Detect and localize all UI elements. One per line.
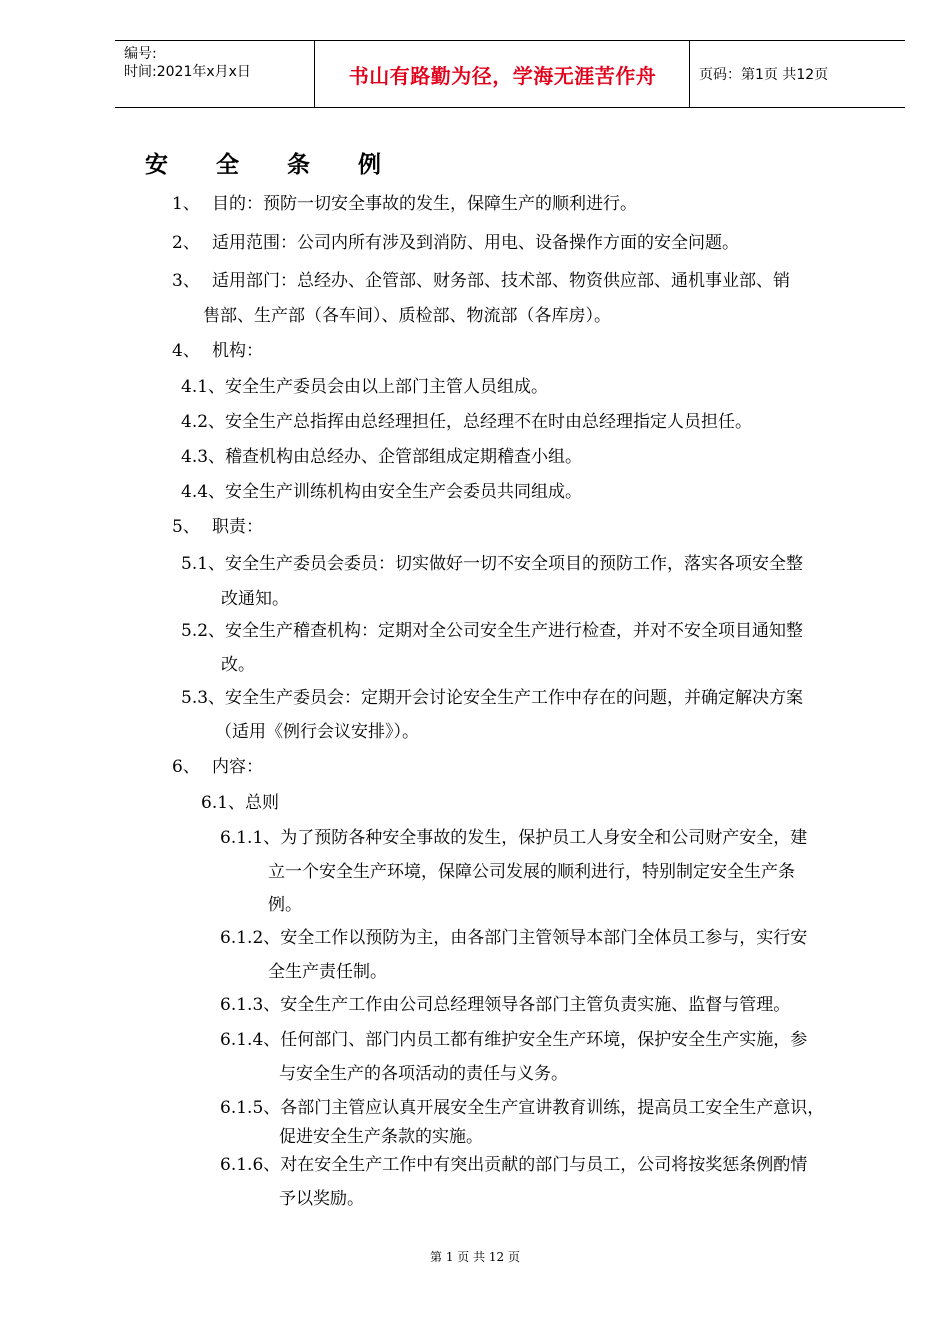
page-title: 安 全 条 例 [145, 152, 402, 178]
clause-number: 2、 [172, 233, 200, 253]
clause-6-1-2: 6.1.2、安全工作以预防为主，由各部门主管领导本部门全体员工参与，实行安 [220, 928, 808, 948]
clause-number: 3、 [172, 271, 200, 291]
clause-5-3: 5.3、安全生产委员会：定期开会讨论安全生产工作中存在的问题，并确定解决方案 [181, 688, 804, 708]
clause-number: 5、 [172, 517, 200, 537]
clause-5-1: 5.1、安全生产委员会委员：切实做好一切不安全项目的预防工作，落实各项安全整 [181, 554, 804, 574]
clause-text: 职责： [212, 517, 263, 537]
motto: 书山有路勤为径，学海无涯苦作舟 [316, 41, 690, 107]
clause-4-3: 4.3、稽查机构由总经办、企管部组成定期稽查小组。 [181, 447, 583, 467]
clause-6-1-2-continuation: 全生产责任制。 [268, 962, 387, 982]
clause-6-1-4-continuation: 与安全生产的各项活动的责任与义务。 [279, 1064, 568, 1084]
clause-6-1: 6.1、总则 [201, 793, 280, 813]
clause-5-2: 5.2、安全生产稽查机构：定期对全公司安全生产进行检查，并对不安全项目通知整 [181, 621, 804, 641]
page-footer: 第 1 页 共 12 页 [430, 1250, 520, 1264]
clause-text: 适用范围：公司内所有涉及到消防、用电、设备操作方面的安全问题。 [212, 233, 739, 253]
clause-6 [172, 757, 263, 777]
serial-label: 编号: [124, 46, 157, 62]
time-label: 时间:2021年x月x日 [124, 64, 251, 80]
clause-text: 机构： [212, 341, 263, 361]
clause-5-2-continuation: 改。 [221, 655, 255, 675]
page-info: 页码：第1页 共12页 [699, 67, 829, 83]
clause-3-continuation: 售部、生产部（各车间）、质检部、物流部（各库房）。 [203, 306, 611, 326]
clause-4-4: 4.4、安全生产训练机构由安全生产会委员共同组成。 [181, 482, 583, 502]
clause-6-1-1-continuation-2: 例。 [268, 895, 302, 915]
clause-number: 4、 [172, 341, 200, 361]
clause-6-1-6: 6.1.6、对在安全生产工作中有突出贡献的部门与员工，公司将按奖惩条例酌情 [220, 1155, 808, 1175]
clause-5 [172, 517, 263, 537]
clause-3 [172, 271, 790, 291]
clause-number: 1、 [172, 194, 200, 214]
clause-4 [172, 341, 263, 361]
clause-6-1-5-continuation: 促进安全生产条款的实施。 [279, 1127, 483, 1147]
clause-4-1: 4.1、安全生产委员会由以上部门主管人员组成。 [181, 377, 549, 397]
clause-2 [172, 233, 739, 253]
document-header [115, 40, 905, 108]
clause-4-2: 4.2、安全生产总指挥由总经理担任，总经理不在时由总经理指定人员担任。 [181, 412, 753, 432]
clause-5-3-continuation: （适用《例行会议安排》）。 [215, 722, 419, 742]
clause-6-1-1-continuation: 立一个安全生产环境，保障公司发展的顺利进行，特别制定安全生产条 [268, 862, 795, 882]
clause-6-1-6-continuation: 予以奖励。 [279, 1189, 364, 1209]
clause-5-1-continuation: 改通知。 [221, 589, 289, 609]
header-meta-cell [115, 41, 315, 107]
clause-number: 6、 [172, 757, 200, 777]
clause-6-1-4: 6.1.4、任何部门、部门内员工都有维护安全生产环境，保护安全生产实施，参 [220, 1030, 808, 1050]
clause-6-1-3: 6.1.3、安全生产工作由公司总经理领导各部门主管负责实施、监督与管理。 [220, 995, 791, 1015]
clause-text: 目的：预防一切安全事故的发生，保障生产的顺利进行。 [212, 194, 637, 214]
clause-text: 适用部门：总经办、企管部、财务部、技术部、物资供应部、通机事业部、销 [212, 271, 790, 291]
clause-1 [172, 194, 637, 214]
clause-text: 内容： [212, 757, 263, 777]
clause-6-1-1: 6.1.1、为了预防各种安全事故的发生，保护员工人身安全和公司财产安全，建 [220, 828, 808, 848]
clause-6-1-5: 6.1.5、各部门主管应认真开展安全生产宣讲教育训练，提高员工安全生产意识， [220, 1098, 825, 1118]
